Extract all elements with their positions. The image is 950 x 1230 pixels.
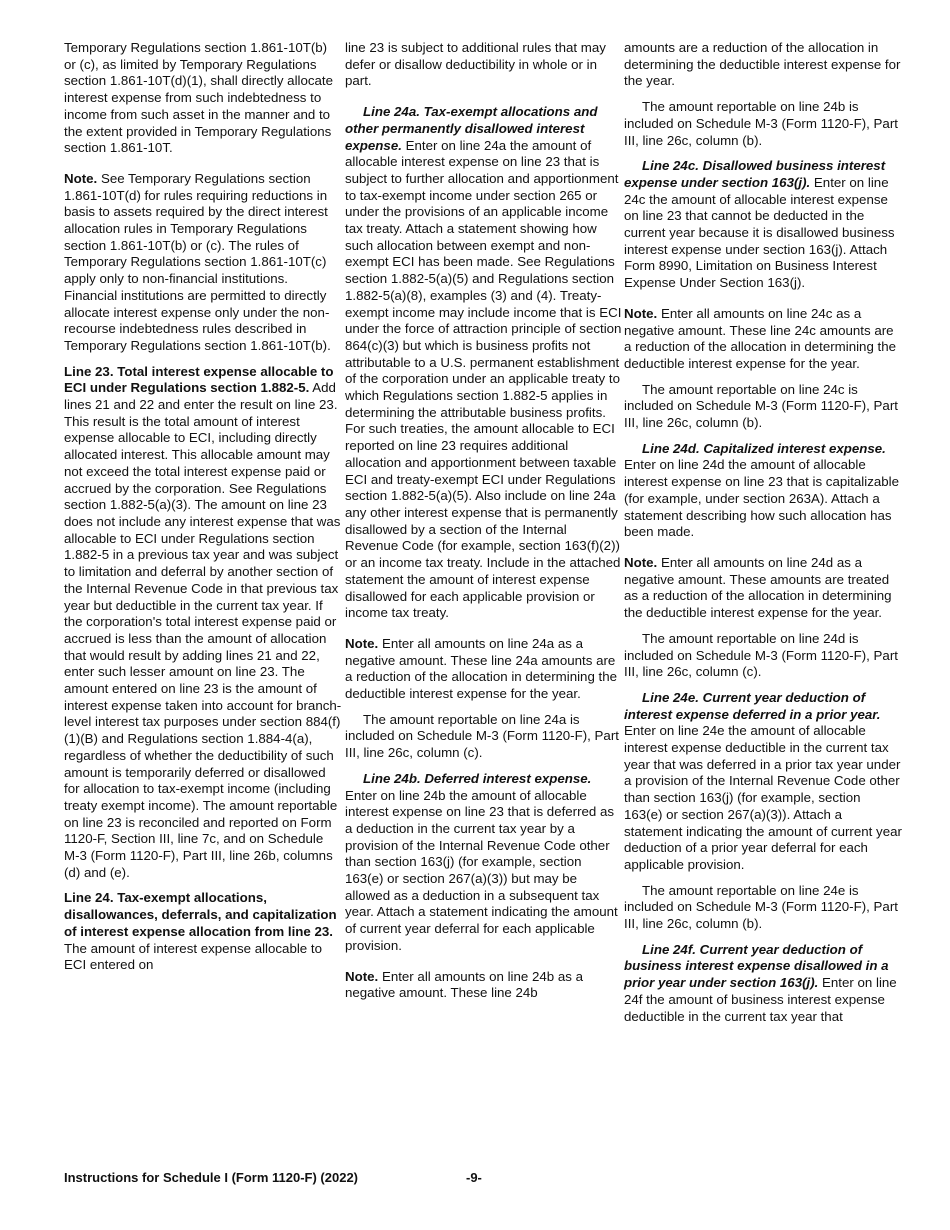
- note-paragraph: Note. Enter all amounts on line 24c as a negative amount. These line 24c amounts are a reduction of the allocation in determining the deductible interest expense for the year.: [624, 305, 897, 371]
- line-24d-paragraph: Line 24d. Capitalized interest expense. Enter on line 24d the amount of allocable interest expense on line 23 that is capitalizable (for example, under section 263A). Attach a statement describing how such allocation has been made.: [624, 440, 899, 540]
- line-24b-heading: Line 24b. Deferred interest expense.: [363, 770, 592, 786]
- line-24c-paragraph: Line 24c. Disallowed business interest expense under section 163(j). Enter on line 24c the amount of allocable interest expense on line 23 that cannot be deducted in the current year because it is disallowed business interest expense under section 163(j). Attach Form 8990, Limitation on Business Interest Expense Under Section 163(j).: [624, 158, 895, 291]
- paragraph: line 23 is subject to additional rules that may defer or disallow deductibility in whole or in part.: [345, 40, 606, 89]
- note-paragraph: Note. Enter all amounts on line 24a as a negative amount. These line 24a amounts are a reduction of the allocation in determining the deductible interest expense for the year.: [345, 635, 618, 702]
- line-24-paragraph: Line 24. Tax-exempt allocations, disallowances, deferrals, and capitalization of interest expense allocation from line 23. The amount of interest expense allocable to ECI entered on: [64, 890, 337, 973]
- line-24a-heading: Line 24a. Tax-exempt allocations and other permanently disallowed interest expense.: [345, 104, 598, 153]
- text-column-2: [345, 40, 623, 1011]
- paragraph: Temporary Regulations section 1.861-10T(b) or (c), as limited by Temporary Regulations section 1.861-10T(d)(1), shall directly allocate interest expense from such indebtedness to income from such asset in the manner and to the extent provided in Temporary Regulations section 1.861-10T.: [64, 40, 334, 156]
- note-label: Note.: [345, 635, 379, 651]
- note-paragraph: Note. Enter all amounts on line 24d as a negative amount. These amounts are treated as a reduction of the allocation in determining the deductible interest expense for the year.: [624, 554, 892, 621]
- line-24d-heading: Line 24d. Capitalized interest expense.: [642, 440, 886, 456]
- text-column-1: [64, 40, 342, 983]
- paragraph: The amount reportable on line 24c is included on Schedule M-3 (Form 1120-F), Part III, line 26c, column (b).: [624, 381, 898, 431]
- note-paragraph: Note. See Temporary Regulations section 1.861-10T(d) for rules requiring reductions in basis to assets required by the direct interest allocation rules in Temporary Regulations section 1.861-10T(b) or (c). The rules of Temporary Regulations section 1.861-10T(c) apply only to non-financial institutions. Financial institutions are permitted to directly allocate interest expense only under the non-recourse indebtedness rules described in Temporary Regulations section 1.861-10T(b).: [64, 170, 331, 353]
- note-paragraph: Note. Enter all amounts on line 24b as a negative amount. These line 24b: [345, 968, 584, 1001]
- paragraph: The amount reportable on line 24b is included on Schedule M-3 (Form 1120-F), Part III, line 26c, column (b).: [624, 99, 898, 148]
- paragraph: The amount reportable on line 24e is included on Schedule M-3 (Form 1120-F), Part III, line 26c, column (b).: [624, 882, 898, 932]
- note-label: Note.: [624, 554, 658, 570]
- note-label: Note.: [624, 305, 658, 321]
- paragraph: The amount reportable on line 24a is included on Schedule M-3 (Form 1120-F), Part III, line 26c, column (c).: [345, 711, 619, 761]
- line-23-heading: Line 23. Total interest expense allocable to ECI under Regulations section 1.882-5.: [64, 363, 334, 396]
- note-label: Note.: [64, 170, 98, 186]
- page-number: -9-: [466, 1170, 482, 1185]
- paragraph: amounts are a reduction of the allocation in determining the deductible interest expense for the year.: [624, 40, 901, 89]
- line-23-paragraph: Line 23. Total interest expense allocable to ECI under Regulations section 1.882-5. Add lines 21 and 22 and enter the result on line 23. This result is the total amount of interest expense allocable to ECI, including directly allocated interest. This allocable amount may not exceed the total interest expense paid or accrued by the corporation. See Regulations section 1.882-5(a)(3). The amount on line 23 does not include any interest expense that was allocable to ECI under Regulations section 1.882-5 in a previous tax year and was subject to limitation and deferral by another section of the Internal Revenue Code in that previous tax year but deductible in the current tax year. If the corporation's total interest expense paid or accrued is less than the amount of allocation that would result by adding lines 21 and 22, enter such lesser amount on line 23. The amount entered on line 23 is the amount of interest expense taken into account for branch-level interest tax purposes under section 884(f)(1)(B) and Regulations section 1.884-4(a), regardless of whether the deductibility of such amount is temporarily deferred or disallowed for allocation to tax-exempt income (including treaty exempt income). The amount reportable on line 23 is reconciled and reported on Form 1120-F, Section III, line 7c, and on Schedule M-3 (Form 1120-F), Part III, line 26b, columns (d) and (e).: [64, 363, 342, 880]
- line-24e-heading: Line 24e. Current year deduction of interest expense deferred in a prior year.: [624, 689, 881, 722]
- line-24e-paragraph: Line 24e. Current year deduction of interest expense deferred in a prior year. Enter on line 24e the amount of allocable interest expense deductible in the current tax year that was deferred in a prior tax year under a provision of the Internal Revenue Code other than section 163(j) (for example, section 163(e) or section 267(a)(3)). Attach a statement indicating the amount of current year deduction of a prior year deferral for each applicable provision.: [624, 689, 902, 872]
- paragraph: The amount reportable on line 24d is included on Schedule M-3 (Form 1120-F), Part III, line 26c, column (c).: [624, 630, 898, 680]
- note-label: Note.: [345, 968, 379, 984]
- line-24b-paragraph: Line 24b. Deferred interest expense. Enter on line 24b the amount of allocable interest expense on line 23 that is deferred as a deduction in the current tax year by a provision of the Internal Revenue Code other than section 163(j) (for example, section 163(e) or section 267(a)(3)) but may be allowed as a deduction in a subsequent tax year. Attach a statement indicating the amount of current year deferral for each applicable provision.: [345, 770, 618, 953]
- line-24f-heading: Line 24f. Current year deduction of business interest expense disallowed in a prior year under section 163(j).: [624, 941, 889, 991]
- page-footer: [64, 1170, 886, 1188]
- line-24c-heading: Line 24c. Disallowed business interest expense under section 163(j).: [624, 158, 886, 190]
- line-24f-paragraph: Line 24f. Current year deduction of business interest expense disallowed in a prior year under section 163(j). Enter on line 24f the amount of business interest expense deductible in the current tax year that: [624, 941, 897, 1024]
- line-24a-paragraph: Line 24a. Tax-exempt allocations and other permanently disallowed interest expense. Enter on line 24a the amount of allocable interest expense on line 23 that is subject to further allocation and apportionment to tax-exempt income under section 265 or under the provisions of an applicable income tax treaty. Attach a statement showing how such allocation between exempt and non-exempt ECI has been made. See Regulations section 1.882-5(a)(5) and Regulations section 1.882-5(a)(8), examples (3) and (4). Treaty-exempt income may include income that is ECI under the force of attraction principle of section 864(c)(3) but which is business profits not attributable to a U.S. permanent establishment of the corporation under an applicable treaty to which Regulations section 1.882-5 applies in determining the attributable business profits. For such treaties, the amount allocable to ECI reported on line 23 requires additional allocation and apportionment between taxable ECI and treaty-exempt ECI under Regulations section 1.882-5(a)(5). Also include on line 24a any other interest expense that is permanently disallowed by a section of the Internal Revenue Code (for example, section 163(f)(2)) or an income tax treaty. Include in the attached statement the amount of interest expense disallowed for each applicable provision or income tax treaty.: [345, 104, 622, 621]
- footer-title: Instructions for Schedule I (Form 1120-F) (2022): [64, 1170, 359, 1185]
- text-column-3: [624, 40, 902, 1034]
- line-24-heading: Line 24. Tax-exempt allocations, disallowances, deferrals, and capitalization of interest expense allocation from line 23.: [64, 890, 337, 939]
